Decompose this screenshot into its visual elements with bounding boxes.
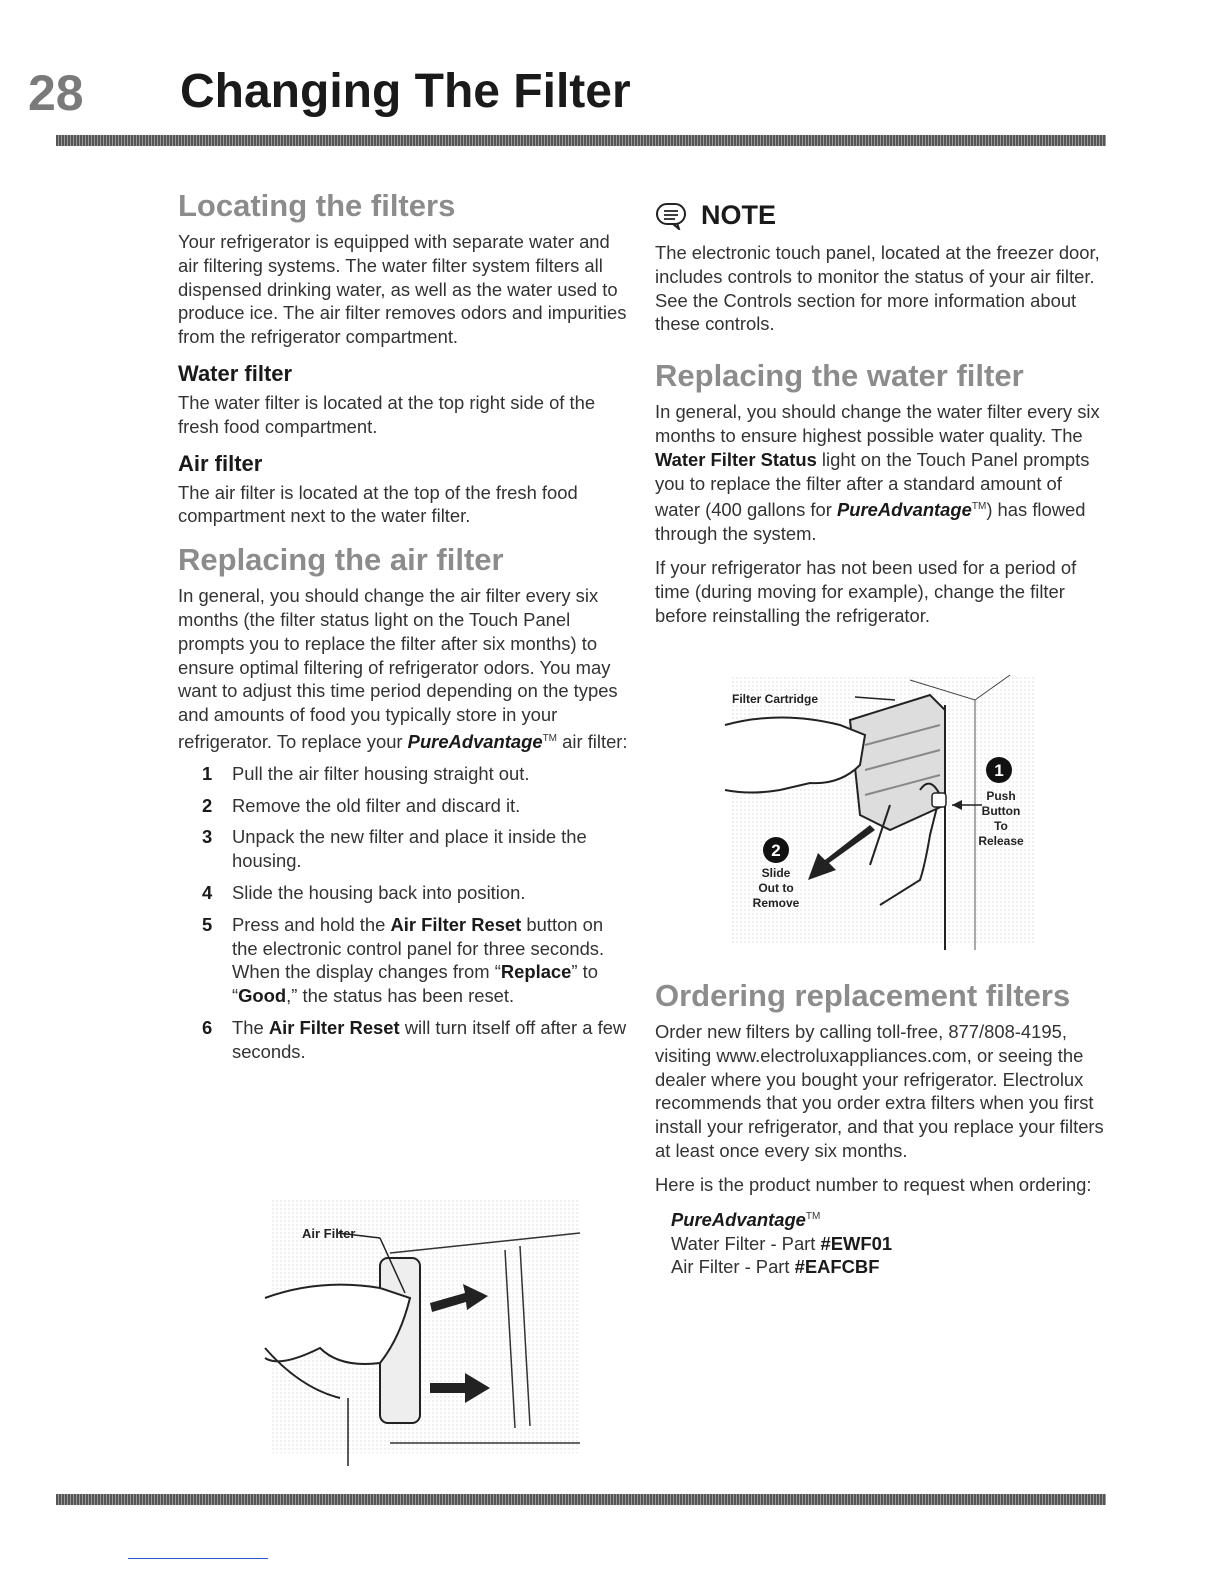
air-filter-steps xyxy=(178,762,633,1064)
top-rule xyxy=(56,135,1106,146)
page-number: 28 xyxy=(28,65,84,121)
water-filter-illustration xyxy=(720,665,1040,950)
bottom-rule xyxy=(56,1494,1106,1505)
water-filter-part: Water Filter - Part #EWF01 xyxy=(671,1232,893,1254)
water-filter-text: The water filter is located at the top right side of the fresh food compartment. xyxy=(178,391,596,437)
svg-text:To: To xyxy=(994,819,1008,833)
air-filter-part: Air Filter - Part #EAFCBF xyxy=(671,1256,880,1278)
note-text: The electronic touch panel, located at the freezer door, includes controls to monitor the status of your air filter. See the Controls section for more information about these controls. xyxy=(655,242,1100,335)
note-icon xyxy=(655,202,687,230)
replace-air-heading: Replacing the air filter xyxy=(178,542,504,578)
svg-text:Remove: Remove xyxy=(752,896,800,910)
brand-name: PureAdvantage xyxy=(671,1208,806,1230)
ordering-section xyxy=(655,978,1105,1279)
step-item: 4 Slide the housing back into position. xyxy=(202,882,526,904)
step-1-number: 1 xyxy=(994,761,1004,780)
replace-air-intro: In general, you should change the air filter every six months (the filter status light on the Touch Panel prompts you to replace the filter after six months) to ensure optimal filtering of refrigerator odors. You may want to adjust this time period depending on the types and amounts of food you typically store in your refrigerator. To replace your PureAdvantage™ air filter: xyxy=(178,585,628,753)
step-item: 6 The Air Filter Reset will turn itself off after a few seconds. xyxy=(202,1017,627,1062)
ordering-para-1: Order new filters by calling toll-free, 877/808-4195, visiting www.electroluxappliances.com, or seeing the dealer where you bought your refrigerator. Electrolux recommends that you order extra filters when you first install your refrigerator, and that you replace your filters at least once every six months. xyxy=(655,1021,1104,1161)
replace-water-para-1: In general, you should change the water filter every six months to ensure highest possible water quality. The Water Filter Status light on the Touch Panel prompts you to replace the filter after a standard amount of water (400 gallons for PureAdvantage™) has flowed through the system. xyxy=(655,401,1100,545)
svg-text:Release: Release xyxy=(978,834,1024,848)
filter-cartridge-label: Filter Cartridge xyxy=(732,692,819,706)
svg-text:Button: Button xyxy=(981,804,1021,818)
locating-heading: Locating the filters xyxy=(178,188,456,223)
page-title: Changing The Filter xyxy=(180,65,631,118)
svg-text:Out to: Out to xyxy=(758,881,794,895)
replace-water-para-2: If your refrigerator has not been used for a period of time (during moving for example), change the filter before reinstalling the refrigerator. xyxy=(655,557,1077,626)
air-filter-label: Air Filter xyxy=(302,1226,356,1241)
note-title: NOTE xyxy=(701,200,777,230)
air-filter-illustration xyxy=(260,1188,590,1468)
locating-intro: Your refrigerator is equipped with separate water and air filtering systems. The water filter system filters all dispensed drinking water, as well as the water used to produce ice. The air filter removes odors and impurities from the refrigerator compartment. xyxy=(178,231,627,348)
brand-name: PureAdvantage xyxy=(407,731,543,753)
right-column xyxy=(655,200,1105,635)
part-numbers: PureAdvantage™ Water Filter - Part #EWF01 Air Filter - Part #EAFCBF xyxy=(655,1205,1105,1280)
footer-line xyxy=(128,1558,268,1559)
step-item: 1 Pull the air filter housing straight out. xyxy=(202,762,530,784)
left-column xyxy=(178,188,633,1072)
step-item: 3 Unpack the new filter and place it inside the housing. xyxy=(202,826,587,872)
air-filter-heading: Air filter xyxy=(178,450,263,476)
note-header xyxy=(655,200,1105,231)
ordering-heading: Ordering replacement filters xyxy=(655,978,1071,1013)
step-item: 5 Press and hold the Air Filter Reset button on the electronic control panel for three seconds. When the display changes from “Replace” to “Good,” the status has been reset. xyxy=(202,913,605,1007)
water-filter-heading: Water filter xyxy=(178,360,293,386)
air-filter-text: The air filter is located at the top of the fresh food compartment next to the water filter. xyxy=(178,481,578,527)
svg-text:Slide: Slide xyxy=(761,866,791,880)
step-item: 2 Remove the old filter and discard it. xyxy=(202,794,521,816)
brand-name: PureAdvantage xyxy=(836,499,972,521)
replace-water-heading: Replacing the water filter xyxy=(655,358,1024,394)
step-2-number: 2 xyxy=(771,841,781,860)
ordering-para-2: Here is the product number to request when ordering: xyxy=(655,1173,1092,1195)
svg-text:Push: Push xyxy=(986,789,1016,803)
